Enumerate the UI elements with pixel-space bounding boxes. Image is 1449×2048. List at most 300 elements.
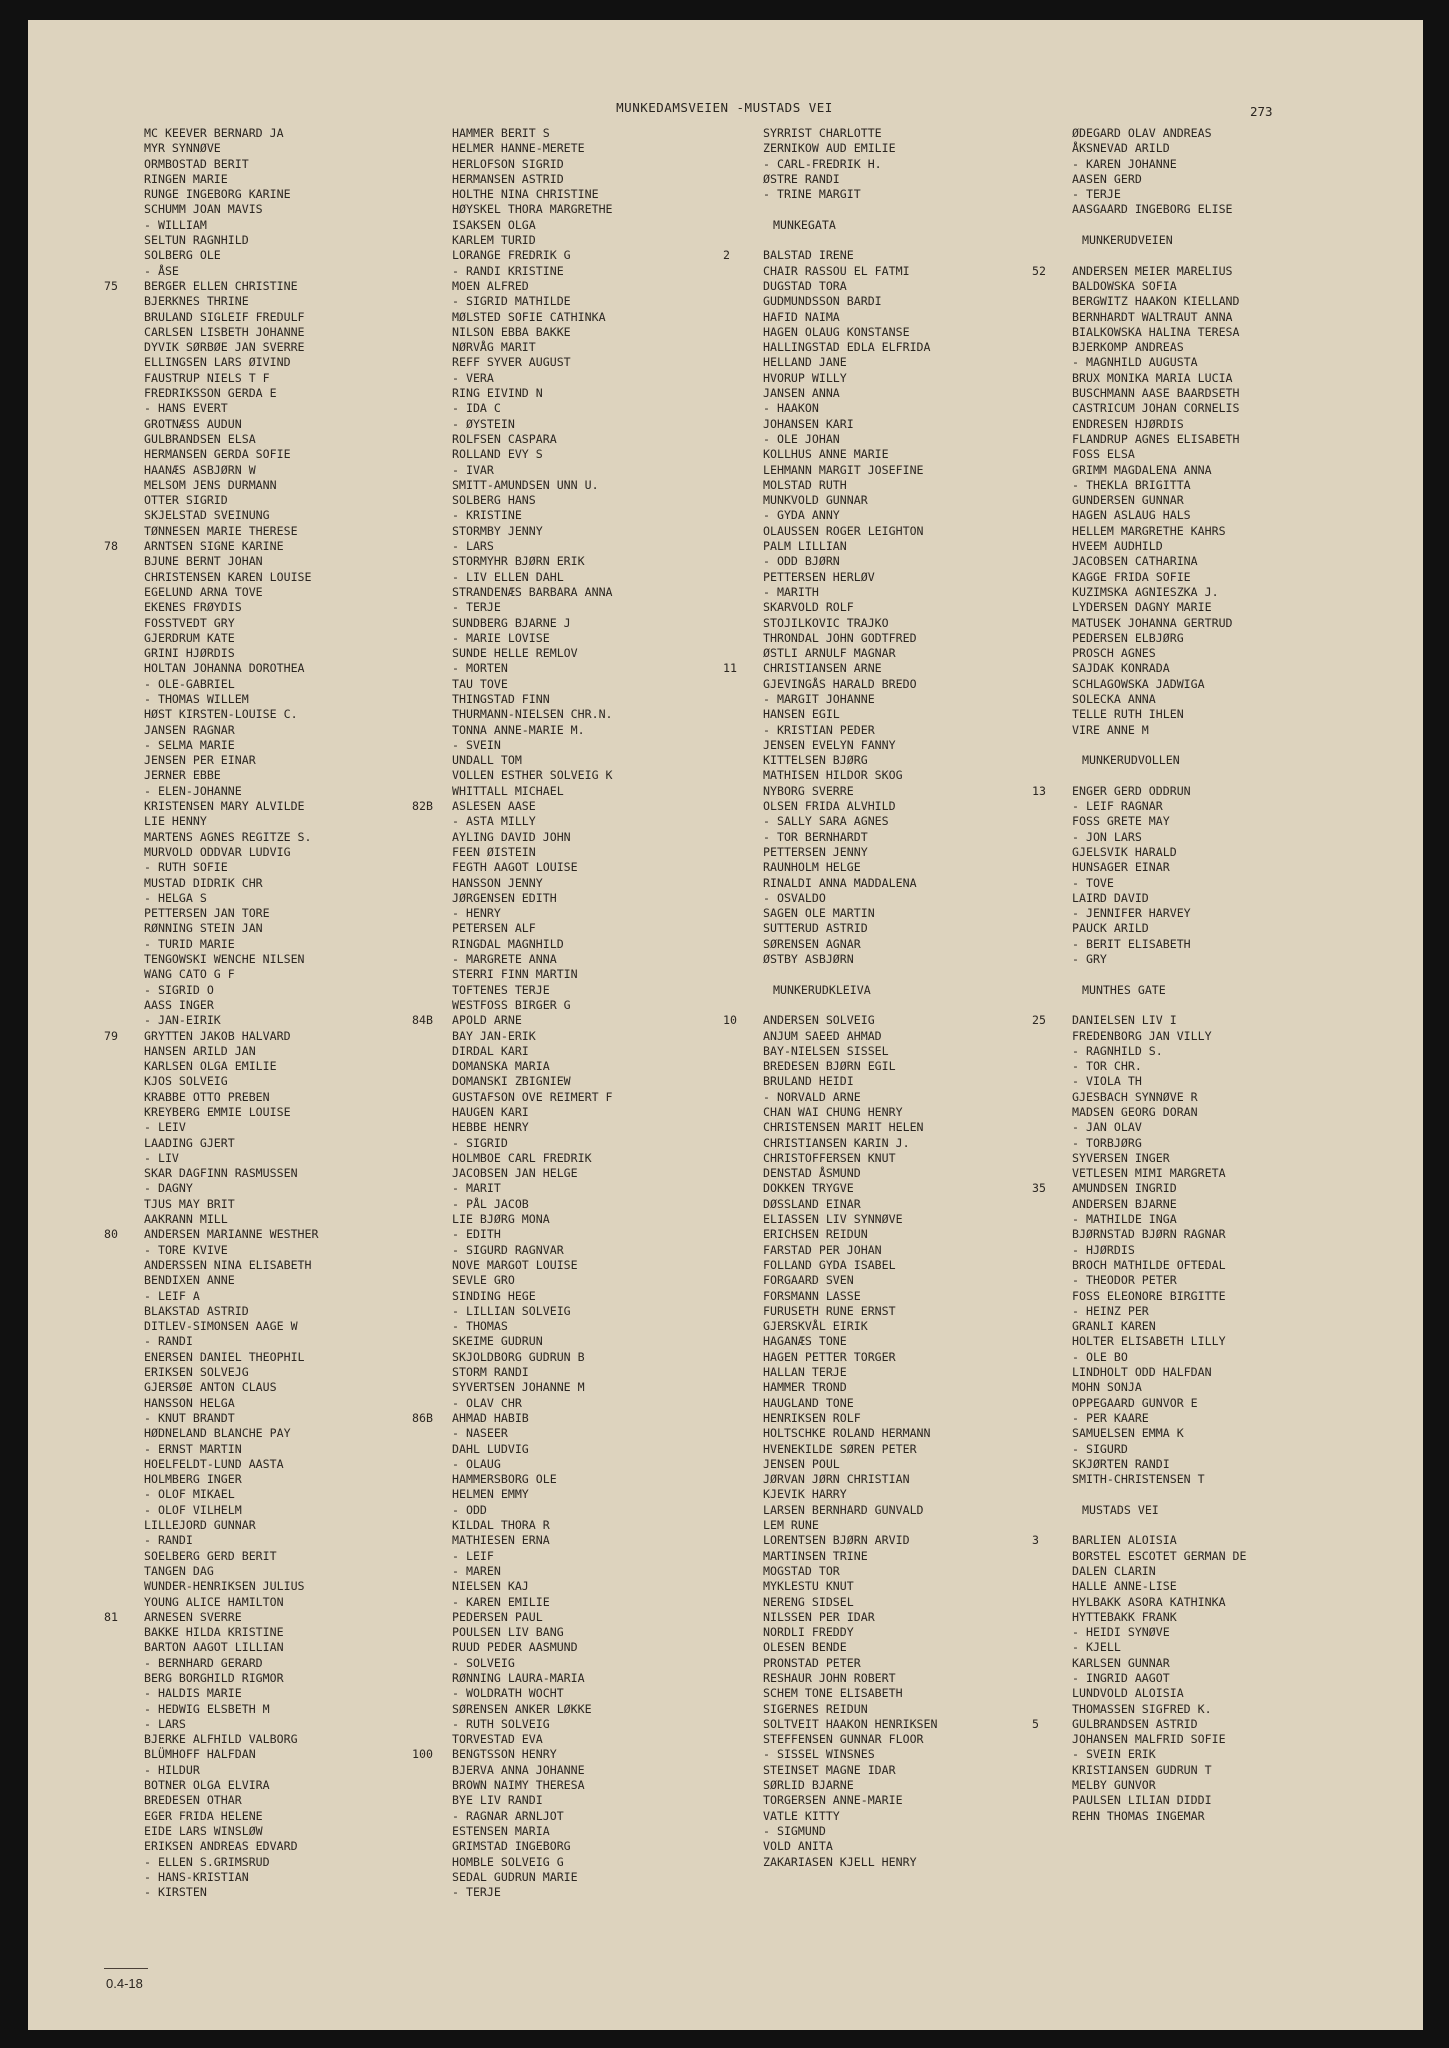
resident-name: JOHANSEN KARI xyxy=(763,416,854,431)
resident-entry xyxy=(452,585,613,600)
resident-name: KAGGE FRIDA SOFIE xyxy=(1072,569,1191,584)
resident-name: BJØRNSTAD BJØRN RAGNAR xyxy=(1072,1227,1226,1242)
resident-entry xyxy=(144,1778,319,1793)
resident-entry xyxy=(1072,1640,1247,1655)
resident-entry xyxy=(452,1136,613,1151)
resident-name: THURMANN-NIELSEN CHR.N. xyxy=(452,707,613,722)
resident-name: - LARS xyxy=(144,1716,186,1731)
resident-name: - MAREN xyxy=(452,1563,501,1578)
resident-entry xyxy=(1072,830,1247,845)
resident-entry xyxy=(452,967,613,982)
resident-name: MUSTAD DIDRIK CHR xyxy=(144,875,263,890)
resident-entry xyxy=(763,1396,938,1411)
resident-name: - IVAR xyxy=(452,462,494,477)
resident-entry xyxy=(452,172,613,187)
resident-entry xyxy=(763,508,938,523)
resident-entry xyxy=(763,1105,938,1120)
resident-name: BALSTAD IRENE xyxy=(763,248,854,263)
resident-entry xyxy=(763,937,938,952)
resident-entry xyxy=(452,830,613,845)
resident-name: - INGRID AAGOT xyxy=(1072,1670,1170,1685)
resident-name: MØLSTED SOFIE CATHINKA xyxy=(452,309,606,324)
resident-entry xyxy=(1072,310,1247,325)
resident-entry xyxy=(1072,401,1247,416)
resident-entry xyxy=(144,1472,319,1487)
resident-entry xyxy=(144,248,319,263)
resident-entry xyxy=(1072,585,1247,600)
resident-entry xyxy=(452,570,613,585)
resident-entry xyxy=(763,157,938,172)
resident-entry xyxy=(452,631,613,646)
resident-entry xyxy=(144,463,319,478)
resident-entry xyxy=(144,753,319,768)
resident-entry xyxy=(452,692,613,707)
resident-name: EGELUND ARNA TOVE xyxy=(144,584,263,599)
resident-name: - TOVE xyxy=(1072,875,1114,890)
resident-name: MATHIESEN ERNA xyxy=(452,1533,550,1548)
resident-name: BERNHARDT WALTRAUT ANNA xyxy=(1072,309,1233,324)
resident-entry xyxy=(452,1044,613,1059)
resident-name: SAGEN OLE MARTIN xyxy=(763,906,875,921)
resident-entry xyxy=(144,1074,319,1089)
resident-entry xyxy=(144,1426,319,1441)
resident-entry xyxy=(452,1350,613,1365)
resident-name: KILDAL THORA R xyxy=(452,1518,550,1533)
resident-entry xyxy=(763,340,938,355)
resident-entry xyxy=(763,1044,938,1059)
resident-name: - HJØRDIS xyxy=(1072,1242,1135,1257)
resident-name: GULBRANDSEN ELSA xyxy=(144,431,256,446)
resident-name: HAMMERSBORG OLE xyxy=(452,1472,557,1487)
resident-name: STERRI FINN MARTIN xyxy=(452,967,578,982)
spacer xyxy=(1072,248,1247,263)
resident-name: - SVEIN ERIK xyxy=(1072,1747,1156,1762)
house-number: 5 xyxy=(1032,1716,1039,1731)
resident-entry xyxy=(144,1549,319,1564)
resident-name: HOLTHE NINA CHRISTINE xyxy=(452,187,599,202)
resident-entry xyxy=(763,830,938,845)
resident-name: CASTRICUM JOHAN CORNELIS xyxy=(1072,401,1240,416)
resident-entry xyxy=(763,1549,938,1564)
resident-name: PEDERSEN PAUL xyxy=(452,1609,543,1624)
resident-name: GJERSKVÅL EIRIK xyxy=(763,1319,868,1334)
resident-entry xyxy=(763,1793,938,1808)
resident-entry xyxy=(452,401,613,416)
resident-name: ENGER GERD ODDRUN xyxy=(1072,783,1191,798)
resident-entry xyxy=(452,157,613,172)
resident-entry xyxy=(763,631,938,646)
resident-entry xyxy=(144,1793,319,1808)
resident-name: - SIGRID O xyxy=(144,982,214,997)
resident-name: THINGSTAD FINN xyxy=(452,691,550,706)
resident-entry xyxy=(1072,386,1247,401)
resident-name: - JENNIFER HARVEY xyxy=(1072,906,1191,921)
resident-name: CHRISTENSEN KAREN LOUISE xyxy=(144,569,312,584)
resident-entry xyxy=(452,554,613,569)
resident-name: - WILLIAM xyxy=(144,217,207,232)
resident-name: - SIGURD RAGNVAR xyxy=(452,1242,564,1257)
resident-entry xyxy=(763,1227,938,1242)
resident-name: LIE BJØRG MONA xyxy=(452,1212,550,1227)
resident-name: RØNNING LAURA-MARIA xyxy=(452,1670,585,1685)
resident-name: SKEIME GUDRUN xyxy=(452,1334,543,1349)
resident-name: - HANS EVERT xyxy=(144,401,228,416)
resident-entry xyxy=(763,1365,938,1380)
resident-entry xyxy=(763,1289,938,1304)
resident-name: - OLAV CHR xyxy=(452,1395,522,1410)
resident-name: SUTTERUD ASTRID xyxy=(763,921,868,936)
resident-name: - MORTEN xyxy=(452,661,508,676)
resident-name: BLAKSTAD ASTRID xyxy=(144,1303,249,1318)
resident-entry xyxy=(763,799,938,814)
resident-entry xyxy=(1072,1166,1247,1181)
resident-entry xyxy=(144,1579,319,1594)
resident-name: ANDERSEN BJARNE xyxy=(1072,1196,1177,1211)
resident-name: HANSSON JENNY xyxy=(452,875,543,890)
resident-entry xyxy=(144,1625,319,1640)
resident-entry xyxy=(144,264,319,279)
spacer xyxy=(763,967,938,982)
resident-entry xyxy=(1072,1732,1247,1747)
resident-name: MOHN SONJA xyxy=(1072,1380,1142,1395)
resident-entry xyxy=(452,1334,613,1349)
resident-name: ELLINGSEN LARS ØIVIND xyxy=(144,355,291,370)
resident-name: HVEEM AUDHILD xyxy=(1072,539,1163,554)
resident-entry xyxy=(144,585,319,600)
resident-entry xyxy=(452,814,613,829)
resident-entry xyxy=(452,1426,613,1441)
resident-entry xyxy=(1072,631,1247,646)
resident-entry xyxy=(452,1824,613,1839)
resident-name: - SISSEL WINSNES xyxy=(763,1747,875,1762)
resident-name: HALLAN TERJE xyxy=(763,1365,847,1380)
resident-name: ZERNIKOW AUD EMILIE xyxy=(763,141,896,156)
resident-name: THRONDAL JOHN GODTFRED xyxy=(763,630,917,645)
resident-entry xyxy=(144,845,319,860)
resident-entry xyxy=(1072,952,1247,967)
resident-entry xyxy=(763,1181,938,1196)
resident-entry xyxy=(1072,860,1247,875)
resident-name: - OLE-GABRIEL xyxy=(144,676,235,691)
resident-name: ORMBOSTAD BERIT xyxy=(144,156,249,171)
resident-entry xyxy=(452,233,613,248)
resident-entry xyxy=(1072,1289,1247,1304)
resident-name: HAMMER TROND xyxy=(763,1380,847,1395)
resident-name: FREDENBORG JAN VILLY xyxy=(1072,1028,1212,1043)
resident-entry xyxy=(144,1044,319,1059)
resident-entry xyxy=(452,1227,613,1242)
resident-entry xyxy=(1072,1243,1247,1258)
resident-entry xyxy=(1072,1029,1247,1044)
resident-entry xyxy=(1072,1472,1247,1487)
resident-entry xyxy=(1072,1778,1247,1793)
resident-name: GJEVINGÅS HARALD BREDO xyxy=(763,676,917,691)
resident-entry xyxy=(144,1518,319,1533)
resident-name: - ASTA MILLY xyxy=(452,814,536,829)
resident-entry xyxy=(452,539,613,554)
resident-name: SAJDAK KONRADA xyxy=(1072,661,1170,676)
resident-entry xyxy=(452,1074,613,1089)
resident-name: - SIGMUND xyxy=(763,1823,826,1838)
resident-name: STEINSET MAGNE IDAR xyxy=(763,1762,896,1777)
resident-entry xyxy=(1072,202,1247,217)
resident-entry xyxy=(412,1747,613,1762)
resident-name: TJUS MAY BRIT xyxy=(144,1196,235,1211)
resident-entry xyxy=(763,1671,938,1686)
resident-name: SYRRIST CHARLOTTE xyxy=(763,126,882,140)
spacer xyxy=(1072,738,1247,753)
resident-entry xyxy=(1072,1686,1247,1701)
resident-name: HELLAND JANE xyxy=(763,355,847,370)
resident-entry xyxy=(763,524,938,539)
resident-name: GRINI HJØRDIS xyxy=(144,646,235,661)
resident-name: - RANDI xyxy=(144,1334,193,1349)
resident-name: - PER KAARE xyxy=(1072,1410,1149,1425)
resident-entry xyxy=(1072,355,1247,370)
resident-entry xyxy=(452,1442,613,1457)
resident-name: MUNKVOLD GUNNAR xyxy=(763,493,868,508)
resident-entry xyxy=(1072,432,1247,447)
resident-name: HAUGEN KARI xyxy=(452,1105,529,1119)
spacer xyxy=(1072,998,1247,1013)
resident-name: BYE LIV RANDI xyxy=(452,1793,543,1808)
resident-entry xyxy=(144,830,319,845)
resident-name: HOLTAN JOHANNA DOROTHEA xyxy=(144,661,305,676)
resident-entry xyxy=(144,1656,319,1671)
resident-name: JACOBSEN CATHARINA xyxy=(1072,554,1198,569)
resident-entry xyxy=(452,661,613,676)
resident-entry xyxy=(452,707,613,722)
resident-entry xyxy=(144,340,319,355)
resident-entry xyxy=(1072,508,1247,523)
resident-name: - MARGRETE ANNA xyxy=(452,952,557,967)
resident-entry xyxy=(763,1350,938,1365)
resident-name: - MARGIT JOHANNE xyxy=(763,691,875,706)
resident-name: HOLTSCHKE ROLAND HERMANN xyxy=(763,1426,931,1441)
resident-name: DAHL LUDVIG xyxy=(452,1441,529,1456)
resident-entry xyxy=(763,371,938,386)
resident-entry xyxy=(1072,1105,1247,1120)
resident-name: - OLOF MIKAEL xyxy=(144,1487,235,1502)
resident-name: OLAUSSEN ROGER LEIGHTON xyxy=(763,523,924,538)
resident-name: STEFFENSEN GUNNAR FLOOR xyxy=(763,1732,924,1747)
resident-name: - KJELL xyxy=(1072,1640,1121,1655)
resident-entry xyxy=(144,921,319,936)
resident-entry xyxy=(1072,1549,1247,1564)
resident-entry xyxy=(144,570,319,585)
resident-name: - SVEIN xyxy=(452,737,501,752)
spacer xyxy=(763,998,938,1013)
resident-entry xyxy=(763,1197,938,1212)
resident-name: BAKKE HILDA KRISTINE xyxy=(144,1625,284,1640)
resident-name: DENSTAD ÅSMUND xyxy=(763,1166,861,1181)
resident-name: THOMASSEN SIGFRED K. xyxy=(1072,1701,1212,1716)
resident-entry xyxy=(763,921,938,936)
resident-entry xyxy=(452,1197,613,1212)
resident-entry xyxy=(1072,157,1247,172)
resident-entry xyxy=(452,860,613,875)
resident-entry xyxy=(1072,1579,1247,1594)
resident-name: LYDERSEN DAGNY MARIE xyxy=(1072,600,1212,615)
resident-name: AYLING DAVID JOHN xyxy=(452,829,571,844)
resident-name: GJERDRUM KATE xyxy=(144,630,235,645)
resident-name: - ÅSE xyxy=(144,263,179,278)
resident-entry xyxy=(1072,1595,1247,1610)
resident-entry xyxy=(1072,1059,1247,1074)
resident-entry xyxy=(763,478,938,493)
resident-name: BREDESEN BJØRN EGIL xyxy=(763,1059,896,1074)
resident-entry xyxy=(1072,1426,1247,1441)
house-number: 11 xyxy=(723,661,737,676)
street-heading: MUNKEGATA xyxy=(773,217,836,232)
resident-name: - THEKLA BRIGITTA xyxy=(1072,477,1191,492)
resident-name: JOHANSEN MALFRID SOFIE xyxy=(1072,1732,1226,1747)
resident-name: SOLBERG OLE xyxy=(144,248,221,263)
resident-name: HØYSKEL THORA MARGRETHE xyxy=(452,202,613,217)
spacer xyxy=(763,202,938,217)
resident-name: - BERIT ELISABETH xyxy=(1072,936,1191,951)
resident-entry xyxy=(763,1120,938,1135)
resident-entry xyxy=(452,1212,613,1227)
resident-entry xyxy=(452,1518,613,1533)
resident-name: ROLLAND EVY S xyxy=(452,447,543,462)
resident-name: VOLLEN ESTHER SOLVEIG K xyxy=(452,768,613,783)
resident-name: ERIKSEN SOLVEJG xyxy=(144,1365,249,1380)
resident-entry xyxy=(763,141,938,156)
resident-name: RINALDI ANNA MADDALENA xyxy=(763,875,917,890)
resident-name: NILSON EBBA BAKKE xyxy=(452,324,571,339)
resident-name: HOLMBOE CARL FREDRIK xyxy=(452,1150,592,1165)
resident-name: - TRINE MARGIT xyxy=(763,187,861,202)
resident-entry xyxy=(1072,1380,1247,1395)
resident-name: - ELEN-JOHANNE xyxy=(144,783,242,798)
resident-entry xyxy=(452,1656,613,1671)
resident-name: LINDHOLT ODD HALFDAN xyxy=(1072,1365,1212,1380)
resident-entry xyxy=(452,1365,613,1380)
resident-name: ARNTSEN SIGNE KARINE xyxy=(144,539,284,554)
resident-name: - THOMAS xyxy=(452,1319,508,1334)
resident-name: - TOR BERNHARDT xyxy=(763,829,868,844)
page-code: 0.4-18 xyxy=(106,1976,143,1991)
resident-name: SCHLAGOWSKA JADWIGA xyxy=(1072,676,1205,691)
resident-entry xyxy=(144,554,319,569)
resident-name: RUUD PEDER AASMUND xyxy=(452,1640,578,1655)
resident-entry xyxy=(1072,126,1247,141)
resident-entry xyxy=(144,1411,319,1426)
resident-name: ELIASSEN LIV SYNNØVE xyxy=(763,1212,903,1227)
resident-entry xyxy=(763,1487,938,1502)
resident-entry xyxy=(1072,279,1247,294)
resident-entry xyxy=(763,463,938,478)
resident-entry xyxy=(763,1166,938,1181)
resident-name: PETTERSEN JAN TORE xyxy=(144,906,270,921)
spacer xyxy=(1072,768,1247,783)
resident-entry xyxy=(763,355,938,370)
resident-entry xyxy=(452,141,613,156)
resident-name: FOSS ELEONORE BIRGITTE xyxy=(1072,1288,1226,1303)
resident-name: RINGEN MARIE xyxy=(144,171,228,186)
resident-entry xyxy=(452,1273,613,1288)
resident-entry xyxy=(452,1855,613,1870)
resident-name: STORMYHR BJØRN ERIK xyxy=(452,554,585,569)
resident-name: EGER FRIDA HELENE xyxy=(144,1808,263,1823)
resident-name: FEGTH AAGOT LOUISE xyxy=(452,860,578,875)
resident-entry xyxy=(452,386,613,401)
resident-entry xyxy=(763,187,938,202)
resident-entry xyxy=(1072,1227,1247,1242)
resident-entry xyxy=(144,1839,319,1854)
resident-name: SKARVOLD ROLF xyxy=(763,600,854,615)
resident-name: BJERKNES THRINE xyxy=(144,294,249,309)
resident-name: - TORBJØRG xyxy=(1072,1135,1142,1150)
resident-name: MATHISEN HILDOR SKOG xyxy=(763,768,903,783)
resident-entry xyxy=(144,1289,319,1304)
resident-name: GUNDERSEN GUNNAR xyxy=(1072,493,1184,508)
resident-entry xyxy=(144,1212,319,1227)
resident-name: SCHUMM JOAN MAVIS xyxy=(144,202,263,217)
resident-entry xyxy=(144,1197,319,1212)
resident-name: BIALKOWSKA HALINA TERESA xyxy=(1072,324,1240,339)
resident-name: HELMER HANNE-MERETE xyxy=(452,141,585,156)
resident-entry xyxy=(144,906,319,921)
resident-name: WHITTALL MICHAEL xyxy=(452,783,564,798)
resident-entry xyxy=(763,738,938,753)
resident-entry xyxy=(144,1319,319,1334)
resident-name: - ØYSTEIN xyxy=(452,416,515,431)
resident-entry xyxy=(1072,692,1247,707)
resident-name: PETTERSEN HERLØV xyxy=(763,569,875,584)
resident-name: HALLE ANNE-LISE xyxy=(1072,1579,1177,1594)
resident-name: HØST KIRSTEN-LOUISE C. xyxy=(144,707,298,722)
resident-entry xyxy=(144,1870,319,1885)
resident-name: - WOLDRATH WOCHT xyxy=(452,1686,564,1701)
resident-entry xyxy=(144,1564,319,1579)
resident-name: MATUSEK JOHANNA GERTRUD xyxy=(1072,615,1233,630)
resident-entry xyxy=(1072,1334,1247,1349)
resident-entry xyxy=(1072,845,1247,860)
resident-name: GULBRANDSEN ASTRID xyxy=(1072,1716,1198,1731)
resident-entry xyxy=(1072,1396,1247,1411)
resident-entry xyxy=(104,539,319,554)
resident-entry xyxy=(1032,1013,1247,1028)
resident-entry xyxy=(1072,1793,1247,1808)
resident-name: REHN THOMAS INGEMAR xyxy=(1072,1808,1205,1823)
resident-entry xyxy=(763,570,938,585)
resident-entry xyxy=(763,1809,938,1824)
resident-name: - THOMAS WILLEM xyxy=(144,691,249,706)
resident-entry xyxy=(763,417,938,432)
resident-name: - KAREN EMILIE xyxy=(452,1594,550,1609)
resident-name: KJEVIK HARRY xyxy=(763,1487,847,1502)
resident-entry xyxy=(763,539,938,554)
resident-name: JANSEN RAGNAR xyxy=(144,722,235,737)
resident-name: LORENTSEN BJØRN ARVID xyxy=(763,1533,910,1548)
resident-name: PAULSEN LILIAN DIDDI xyxy=(1072,1793,1212,1808)
resident-entry xyxy=(1072,1090,1247,1105)
resident-name: MELSOM JENS DURMANN xyxy=(144,477,277,492)
resident-entry xyxy=(1072,1457,1247,1472)
resident-entry xyxy=(452,1839,613,1854)
resident-entry xyxy=(763,126,938,141)
resident-name: - GYDA ANNY xyxy=(763,508,840,523)
resident-entry xyxy=(452,310,613,325)
resident-entry xyxy=(1072,1365,1247,1380)
resident-name: PEDERSEN ELBJØRG xyxy=(1072,630,1184,645)
resident-entry xyxy=(144,876,319,891)
resident-entry xyxy=(763,616,938,631)
house-number: 2 xyxy=(723,248,730,263)
resident-name: - LEIV xyxy=(144,1120,186,1135)
